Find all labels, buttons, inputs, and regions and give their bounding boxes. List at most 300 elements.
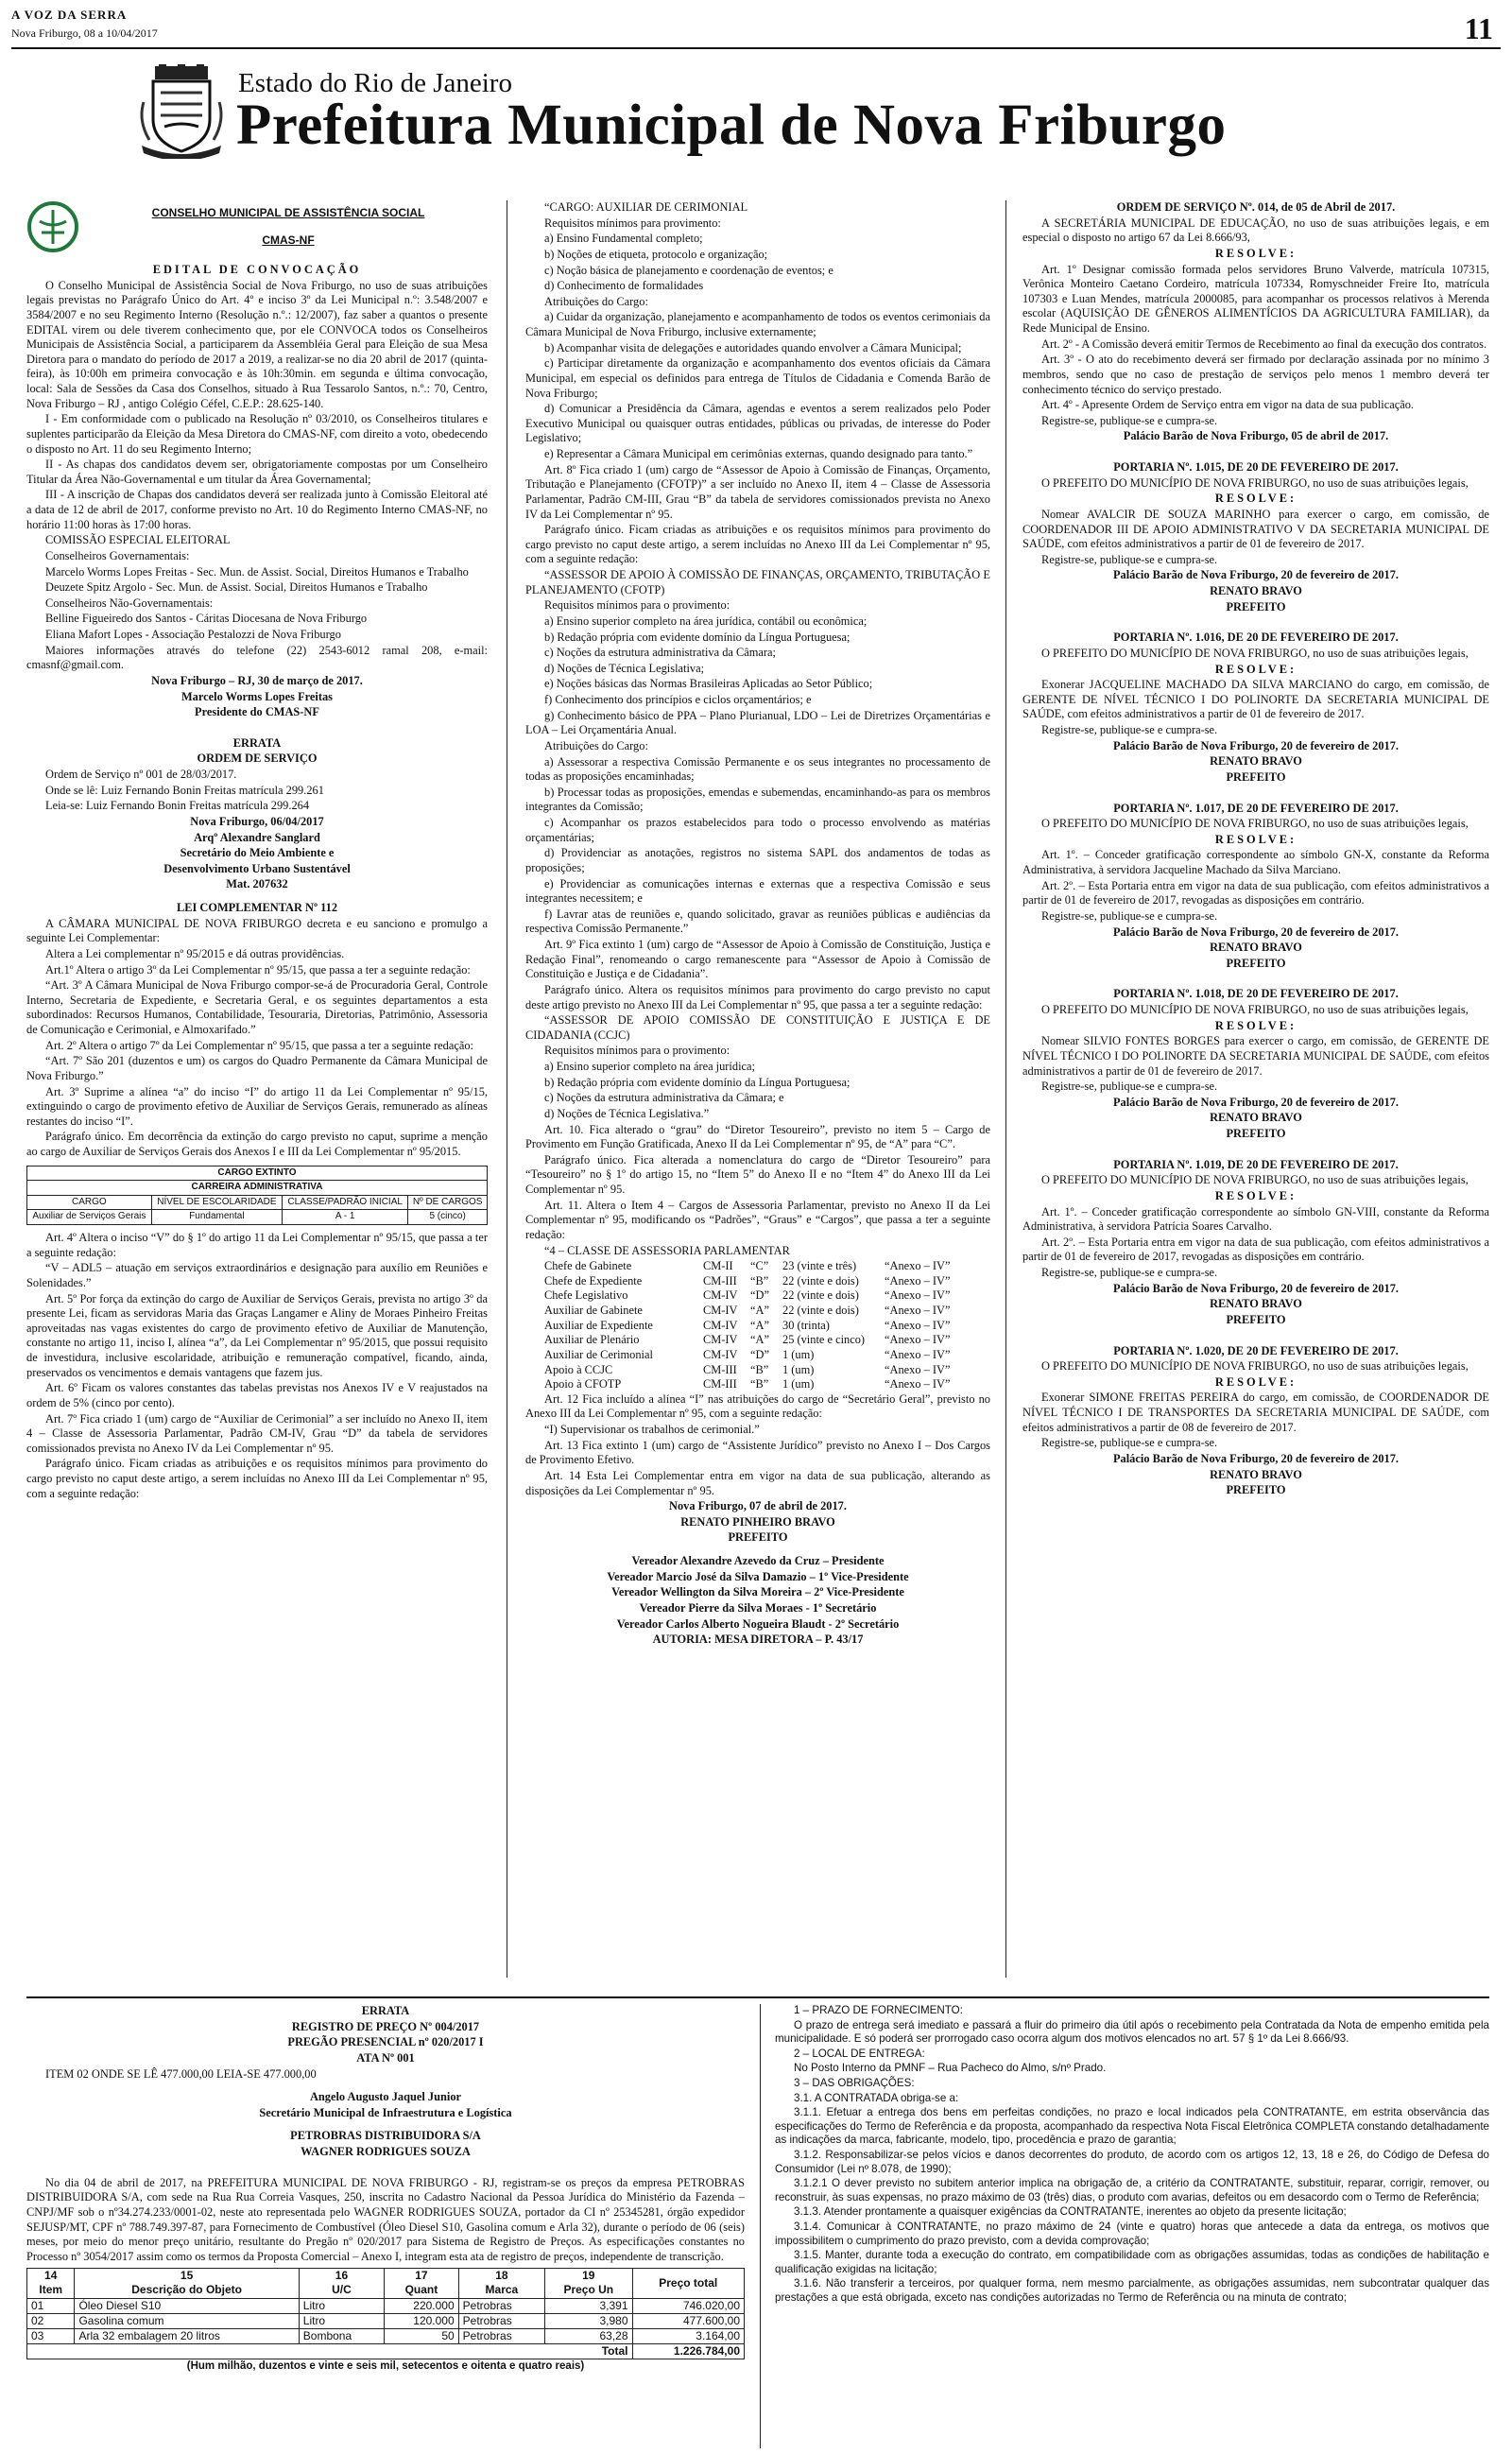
os-paragraph: Art. 1º Designar comissão formada pelos servidores Bruno Valverde, matrícula 107315, Verônica Monteiro Caetano Cordeiro, matrícula 107334, Romyschneider Freire Ito, matrícula 107303 e Luan Mendes, matrícula 2000085, para acompanhar os processos relativos à Merenda escolar (AQUISIÇÃO DE GÊNEROS ALIMENTÍCIOS DA AGRICULTURA FAMILIAR), da Rede Municipal de Ensino.: [1022, 262, 1489, 335]
prefeito-title: PREFEITO: [1226, 599, 1286, 614]
signature-line: RENATO PINHEIRO BRAVO: [680, 1514, 835, 1529]
cargo-title: “ASSESSOR DE APOIO À COMISSÃO DE FINANÇAS, ORÇAMENTO, TRIBUTAÇÃO E PLANEJAMENTO (CFOTP): [525, 568, 990, 596]
signature-line: Desenvolvimento Urbano Sustentável: [163, 861, 351, 875]
table-row: [27, 2313, 745, 2328]
cargo-cell: CM-IV: [703, 1304, 738, 1317]
cargo-cell: “Anexo – IV”: [885, 1288, 951, 1303]
cargo-line: d) Noções de Técnica Legislativa.”: [544, 1106, 710, 1120]
total-label: Total: [27, 2343, 633, 2359]
cargo-cell: CM-III: [703, 1273, 737, 1287]
lei-paragraph: Parágrafo único. Altera os requisitos mínimos para provimento do cargo previsto no caput deste artigo previsto no Anexo III da Lei Complementar nº 95, que passa a ter a seguinte redação:: [525, 982, 990, 1011]
portaria-body: Art. 2º. – Esta Portaria entra em vigor na data de sua publicação, com efeitos administrativos a partir de 01 de fevereiro de 2017, revogadas as disposições em contrário.: [1022, 1235, 1489, 1264]
portaria-body: Art. 1º. – Conceder gratificação correspondente ao símbolo GN-VIII, constante da Reforma Administrativa, à servidora Patrícia Soares Carvalho.: [1022, 1204, 1489, 1234]
table-cell: 220.000: [385, 2298, 458, 2313]
company-rep: WAGNER RODRIGUES SOUZA: [301, 2145, 471, 2158]
cargo-cell: 25 (vinte e cinco): [782, 1333, 866, 1347]
signature-line: PREFEITO: [728, 1530, 788, 1545]
table-cell: Auxiliar de Serviços Gerais: [27, 1210, 152, 1225]
table-row: [27, 1210, 488, 1225]
table-cell: 477.600,00: [632, 2313, 745, 2328]
obrigacao-paragraph: 3.1.5. Manter, durante toda a execução do contrato, em compatibilidade com as obrigações assumidas, todas as condições de habilitação e qualificação exigidas na licitação;: [775, 2249, 1489, 2275]
cargo-row: [544, 1319, 990, 1334]
resolve-label: RESOLVE:: [1214, 246, 1297, 260]
lei-paragraph: Parágrafo único. Em decorrência da extinção do cargo previsto no caput, suprime a menção ao cargo de Auxiliar de Serviços Gerais dos Anexos I e III da Lei Complementar nº 95/2015.: [26, 1130, 488, 1158]
prefeitura-title: Prefeitura Municipal de Nova Friburgo: [236, 94, 1227, 157]
cargo-cell: “B”: [750, 1273, 769, 1287]
cargo-cell: “B”: [750, 1377, 769, 1391]
prefeito-title: PREFEITO: [1226, 1127, 1286, 1140]
signature-line: Secretário Municipal de Infraestrutura e Logística: [259, 2105, 512, 2119]
obrigacao-paragraph: 3.1. A CONTRATADA obriga-se a:: [794, 2091, 959, 2104]
total-in-words: (Hum milhão, duzentos e vinte e seis mil, setecentos e oitenta e quatro reais): [186, 2360, 585, 2373]
cargo-cell: “Anexo – IV”: [885, 1318, 951, 1332]
column-label: Marca: [485, 2283, 519, 2297]
portaria-signature: Palácio Barão de Nova Friburgo, 20 de fevereiro de 2017.: [1112, 1095, 1400, 1109]
cargo-line: c) Noção básica de planejamento e coordenação de eventos; e: [544, 263, 833, 277]
cargo-cell: “D”: [750, 1347, 769, 1361]
cargo-list: [525, 1259, 990, 1392]
table-header: NÍVEL DE ESCOLARIDADE: [151, 1195, 282, 1210]
cargo-line: Requisitos mínimos para o provimento:: [544, 1044, 730, 1058]
mesa-line: Vereador Pierre da Silva Moraes - 1º Secretário: [639, 1600, 877, 1615]
column-label: Item: [39, 2283, 63, 2297]
table-row: [27, 2328, 745, 2343]
errata-line: Ordem de Serviço nº 001 de 28/03/2017.: [45, 768, 237, 781]
lei-paragraph: Parágrafo único. Fica alterada a nomenclatura do cargo de “Diretor Tesoureiro” para “Tesoureiro” no § 1º do artigo 15, no “Item 5” do Anexo II e no “Item 4” do Anexo III da Lei Complementar nº 95.: [525, 1152, 990, 1196]
table-cell: Bombona: [299, 2328, 384, 2343]
edital-paragraph: O Conselho Municipal de Assistência Social de Nova Friburgo, no uso de suas atribuições legais previstas no Parágrafo Único do Art. 4º e inciso 3º da Lei Municipal n.º: 3.548/2007 e 3584/2007 e no seu Regimento Interno (Resolução n.º.: 12/2007), faz saber a quantos o presente EDITAL virem ou dele tiverem conhecimento que, por ele CONVOCA todos os Conselheiros Municipais de Assistência Social, a participarem da Assembléia Geral para Eleição de sua Mesa Diretora para o mandato do período de 2017 a 2019, a realizar-se no dia 20 abril de 2017 (quinta-feira), às 10:00h em primeira convocação e às 10h:30min. em segunda e última convocação, local: Sala de Sessões da Casa dos Conselhos, situado à Rua Tessarolo Santos, n.º.: 70, Centro, Nova Friburgo – RJ , antigo Colégio Céfel, C.E.P.: 28.625-140.: [26, 278, 488, 410]
cargo-row: [544, 1274, 990, 1289]
obrigacao-paragraph: 3.1.6. Não transferir a terceiros, por qualquer forma, nem mesmo parcialmente, as obrigações assumidas, nem subcontratar qualquer das prestações a que está obrigada, exceto nas condições autorizadas no Termo de Referência ou na minuta de contrato;: [775, 2277, 1489, 2304]
obrigacao-paragraph: 3.1.4. Comunicar à CONTRATANTE, no prazo máximo de 24 (vinte e quatro) horas que antecede a data da entrega, os motivos que impossibilitem o cumprimento do prazo previsto, com a devida comprovação;: [775, 2220, 1489, 2247]
comissao-line: Conselheiros Não-Governamentais:: [45, 596, 214, 610]
table-cell: Fundamental: [151, 1210, 282, 1225]
lei-paragraph: b) Acompanhar visita de delegações e autoridades quando envolver a Câmara Municipal;: [544, 340, 962, 354]
lei-paragraph: d) Comunicar a Presidência da Câmara, agendas e eventos a serem realizados pelo Poder Executivo Municipal ou quaisquer outras entidades, públicas ou privadas, de interesse do Poder Legislativo;: [525, 402, 990, 445]
lei-paragraph: a) Cuidar da organização, planejamento e acompanhamento de todos os eventos cerimoniais da Câmara Municipal de Nova Friburgo, inclusive externamente;: [525, 310, 990, 338]
lei-paragraph: a) Assessorar a respectiva Comissão Permanente e os seus integrantes no processamento de todas as proposições encaminhadas;: [525, 754, 990, 784]
os-paragraph: Art. 4º - Apresente Ordem de Serviço entra em vigor na data de sua publicação.: [1041, 398, 1415, 412]
signature-line: Marcelo Worms Lopes Freitas: [180, 689, 334, 703]
column-label: U/C: [332, 2283, 352, 2297]
comissao-line: COMISSÃO ESPECIAL ELEITORAL: [45, 533, 231, 547]
cargo-row: [544, 1259, 990, 1274]
table-cell: Óleo Diesel S10: [75, 2298, 299, 2313]
cargo-cell: “B”: [750, 1362, 769, 1376]
portaria-body: Exonerar JACQUELINE MACHADO DA SILVA MARCIANO do cargo, em comissão, de GERENTE DE NÍVEL TÉCNICO I DO POLINORTE DA SECRETARIA MUNICIPAL DE SAÚDE, com efeitos administrativos a partir de 01 de fevereiro de 2017.: [1022, 678, 1489, 721]
resolve-label: RESOLVE:: [1214, 492, 1297, 506]
spacer: [1022, 615, 1489, 631]
prefeito-title: PREFEITO: [1226, 956, 1286, 970]
cargo-cell: CM-III: [703, 1362, 737, 1376]
os-signature: Palácio Barão de Nova Friburgo, 05 de abril de 2017.: [1123, 429, 1389, 443]
resolve-label: RESOLVE:: [1214, 832, 1297, 846]
prefeito-name: RENATO BRAVO: [1210, 1111, 1302, 1125]
column-divider: [760, 2004, 761, 2448]
errata-title: ERRATA: [232, 735, 282, 750]
table-header: [545, 2269, 632, 2298]
lei-paragraph: “I) Supervisionar os trabalhos de cerimonial.”: [544, 1423, 760, 1436]
mesa-line: Vereador Alexandre Azevedo da Cruz – Presidente: [631, 1554, 885, 1567]
lei-paragraph: Art. 4º Altera o inciso “V” do § 1º do artigo 11 da Lei Complementar nº 95/15, que passa a ter a seguinte redação:: [26, 1231, 488, 1259]
table-cell: Petrobras: [458, 2298, 544, 2313]
item-line: ITEM 02 ONDE SE LÊ 477.000,00 LEIA-SE 477.000,00: [45, 2066, 317, 2081]
state-name: Estado do Rio de Janeiro: [238, 68, 512, 98]
cargo-line: b) Noções de etiqueta, protocolo e organização;: [544, 247, 768, 261]
portaria-intro: O PREFEITO DO MUNICÍPIO DE NOVA FRIBURGO, no uso de suas atribuições legais,: [1041, 475, 1469, 490]
signature-line: Arqº Alexandre Sanglard: [194, 830, 320, 844]
comissao-line: Maiores informações através do telefone (22) 2543-6012 ramal 208, e-mail: cmasnf@gmail.com.: [26, 643, 488, 672]
lei-paragraph: “V – ADL5 – atuação em serviços extraordinários e designação para auxílio em Reuniões e Solenidades.”: [26, 1261, 488, 1289]
portaria-title: PORTARIA Nº. 1.018, DE 20 DE FEVEREIRO DE 2017.: [1113, 987, 1399, 1001]
cargo-line: d) Conhecimento de formalidades: [544, 279, 704, 293]
company-name: PETROBRAS DISTRIBUIDORA S/A: [290, 2129, 481, 2143]
cargo-cell: “Anexo – IV”: [885, 1273, 951, 1287]
spacer: [1022, 1143, 1489, 1158]
portaria-intro: O PREFEITO DO MUNICÍPIO DE NOVA FRIBURGO, no uso de suas atribuições legais,: [1041, 646, 1469, 660]
cargo-line: Requisitos mínimos para o provimento:: [544, 598, 730, 613]
table-header: [458, 2269, 544, 2298]
column-label: Preço Un: [563, 2283, 614, 2297]
prefeitura-header: [11, 64, 1501, 181]
prefeito-name: RENATO BRAVO: [1210, 941, 1302, 955]
cargo-line: e) Noções básicas das Normas Brasileiras Aplicadas ao Setor Público;: [544, 677, 873, 691]
edition-date: Nova Friburgo, 08 a 10/04/2017: [11, 26, 158, 40]
lei-paragraph: Art.1º Altera o artigo 3º da Lei Complementar nº 95/15, que passa a ter a seguinte redação:: [45, 962, 471, 976]
lei-paragraph: Art. 11. Altera o Item 4 – Cargos de Assessoria Parlamentar, previsto no Anexo II da Lei Complementar nº 95, modificando os “Padrões”, “Graus” e “Cargos”, que passa a ter a seguinte redação:: [525, 1198, 990, 1241]
lei-paragraph: Art. 7º Fica criado 1 (um) cargo de “Auxiliar de Cerimonial” a ser incluído no Anexo II, item 4 – Classe de Assessoria Parlamentar, Padrão CM-IV, Grau “D” da tabela de servidores comissionados prevista no Anexo IV da Lei Complementar nº 95.: [26, 1411, 488, 1455]
column-label: Quant: [404, 2283, 438, 2297]
portaria-signature: Palácio Barão de Nova Friburgo, 20 de fevereiro de 2017.: [1112, 925, 1400, 939]
cargo-cell: CM-IV: [703, 1347, 738, 1361]
cargo-line: a) Ensino superior completo na área jurídica, contábil ou econômica;: [544, 614, 868, 628]
cargo-cell: Auxiliar de Expediente: [544, 1318, 653, 1332]
mesa-line: Vereador Marcio José da Silva Damazio – 1º Vice-Presidente: [607, 1569, 909, 1583]
table-total-row: [27, 2343, 745, 2359]
portaria-body: Nomear AVALCIR DE SOUZA MARINHO para exercer o cargo, em comissão, de COORDENADOR III DE APOIO ADMINISTRATIVO V DA SECRETARIA MUNICIPAL DE SAÚDE, com efeitos administrativos a partir de 01 de fevereiro de 2017.: [1022, 507, 1489, 551]
table-cell: Petrobras: [458, 2328, 544, 2343]
ata-title: ATA Nº 001: [356, 2050, 415, 2065]
lei-paragraph: e) Providenciar as comunicações internas e externas que a respectiva Comissão e seus integrantes necessitem; e: [525, 876, 990, 906]
table-cell: 50: [385, 2328, 458, 2343]
cargo-line: Atribuições do Cargo:: [544, 294, 648, 308]
resolve-label: RESOLVE:: [1214, 1018, 1297, 1032]
cmas-titles: [89, 206, 488, 248]
obrigacao-paragraph: 3.1.2. Responsabilizar-se pelos vícios e danos decorrentes do produto, de acordo com os artigos 12, 13, 18 e 26, do Código de Defesa do Consumidor (Lei nº 8.078, de 1990);: [775, 2148, 1489, 2175]
lei-paragraph: Art. 2º Altera o artigo 7º da Lei Complementar nº 95/15, que passa a ter a seguinte redação:: [45, 1038, 473, 1052]
lei-paragraph: e) Representar a Câmara Municipal em cerimônias externas, quando designado para tanto.”: [544, 447, 973, 460]
table-cell: 3,391: [545, 2298, 632, 2313]
cargo-cell: CM-IV: [703, 1318, 738, 1332]
edital-paragraph: III - A inscrição de Chapas dos candidatos deverá ser realizada junto à Comissão Eleitoral até a data de 12 de abril de 2017, conforme previsto no Art. 10 do Regimento Interno CMAS-NF, no horário 11:00 horas às 17:00 horas.: [26, 488, 488, 531]
signature-line: Nova Friburgo, 07 de abril de 2017.: [669, 1499, 847, 1513]
resolve-label: RESOLVE:: [1214, 1374, 1297, 1389]
portaria-intro: O PREFEITO DO MUNICÍPIO DE NOVA FRIBURGO, no uso de suas atribuições legais,: [1041, 1359, 1469, 1374]
cargo-row: [544, 1304, 990, 1319]
obrigacao-paragraph: 3.1.2.1 O dever previsto no subitem anterior implica na obrigação de, a critério da CONTRATANTE, substituir, reparar, corrigir, remover, ou reconstruir, às suas expensas, no prazo máximo de 03 (três) dias, o produto com avarias, defeitos ou em desacordo com o Termo de Referência;: [775, 2177, 1489, 2203]
edital-title: EDITAL DE CONVOCAÇÃO: [152, 263, 362, 276]
resolve-label: RESOLVE:: [1214, 662, 1297, 676]
cargo-cell: Apoio à CFOTP: [544, 1377, 622, 1391]
registro-title: REGISTRO DE PREÇO Nº 004/2017: [291, 2019, 480, 2033]
cargo-cell: Auxiliar de Cerimonial: [544, 1347, 653, 1361]
spacer: [1022, 972, 1489, 987]
cargo-cell: 1 (um): [782, 1347, 815, 1361]
registre-line: Registre-se, publique-se e cumpra-se.: [1041, 413, 1218, 427]
mesa-line: Vereador Carlos Alberto Nogueira Blaudt - 2º Secretário: [616, 1616, 900, 1631]
comissao-line: Marcelo Worms Lopes Freitas - Sec. Mun. de Assist. Social, Direitos Humanos e Trabalho: [45, 564, 469, 579]
cargo-line: f) Conhecimento dos princípios e ciclos orçamentários; e: [544, 693, 812, 706]
lei-paragraph: d) Providenciar as anotações, registros no sistema SAPL dos andamentos de todas as proposições;: [525, 846, 990, 874]
obrigacao-paragraph: 3.1.1. Efetuar a entrega dos bens em perfeitas condições, no prazo e local indicados pela CONTRATANTE, em estrita observância das especificações do Termo de Referência e da proposta, acompanhado da respectiva Nota Fiscal Eletrônica COMPLETA constando detalhadamente as indicações da marca, fabricante, modelo, tipo, procedência e prazo de garantia;: [775, 2106, 1489, 2147]
column-divider: [1005, 200, 1006, 1978]
prefeito-title: PREFEITO: [1226, 1483, 1286, 1497]
cargo-cell: Chefe de Gabinete: [544, 1259, 632, 1273]
table-cell: Litro: [299, 2298, 384, 2313]
signature-line: Angelo Augusto Jaquel Junior: [309, 2090, 462, 2104]
table-cell: 120.000: [385, 2313, 458, 2328]
cargo-cell: 22 (vinte e dois): [782, 1304, 859, 1317]
lei-paragraph: Art. 3º Suprime a alínea “a” do inciso “I” do artigo 11 da Lei Complementar nº 95/15, extinguindo o cargo de provimento efetivo de Auxiliar de Serviços Gerais, remunerado as alíneas restantes do inciso “I”.: [26, 1084, 488, 1128]
lei-paragraph: Art. 6º Ficam os valores constantes das tabelas previstas nos Anexos IV e V reajustados na ordem de 5% (cinco por cento).: [26, 1381, 488, 1409]
table-header: [385, 2269, 458, 2298]
cargo-cell: “A”: [750, 1304, 769, 1317]
lei-paragraph: Art. 5º Por força da extinção do cargo de Auxiliar de Serviços Gerais, prevista no artigo 3º da presente Lei, ficam as servidoras Maria das Graças Langamer e Aliny de Moraes Pinheiro Freitas aproveitadas nas vagas existentes do cargo de provimento efetivo de Auxiliar de Manutenção, constante no artigo 11, inciso I, alínea “a”, da Lei Complementar nº 95/2015, que possui requisito de investidura, inclusive escolaridade, atribuição e remuneração compatível, ficando, ainda, preservados os vencimentos e demais vantagens que fazem jus.: [26, 1291, 488, 1379]
column-number: 17: [415, 2269, 428, 2283]
lei-paragraph: f) Lavrar atas de reuniões e, quando solicitado, gravar as reuniões públicas e audiências da respectiva Comissão Permanente.”: [525, 907, 990, 936]
obrigacoes-text: [775, 2004, 1489, 2306]
portaria-signature: Palácio Barão de Nova Friburgo, 20 de fevereiro de 2017.: [1112, 568, 1400, 582]
cargo-cell: Auxiliar de Gabinete: [544, 1304, 643, 1317]
lei-paragraph: c) Participar diretamente da organização e acompanhamento dos eventos oficiais da Câmara Municipal, em especial os definidos para entrega de Títulos de Cidadania e Comenda Barão de Nova Friburgo;: [525, 356, 990, 400]
cargo-cell: CM-III: [703, 1377, 737, 1391]
lei-paragraph: Art. 8º Fica criado 1 (um) cargo de “Assessor de Apoio à Comissão de Finanças, Orçamento, Tributação e Planejamento (CFOTP)” a ser incluído no Anexo II, item 4 – Classe de Assessoria Parlamentar, Padrão CM-III, Grau “B” da tabela de servidores comissionados prevista no Anexo IV da Lei Complementar nº 95.: [525, 462, 990, 521]
cargo-cell: Chefe Legislativo: [544, 1288, 628, 1303]
cargo-cell: “A”: [750, 1318, 769, 1332]
table-header: CARGO: [27, 1195, 152, 1210]
column-label: Descrição do Objeto: [131, 2283, 242, 2297]
column-2: [525, 200, 990, 1978]
portaria-intro: O PREFEITO DO MUNICÍPIO DE NOVA FRIBURGO, no uso de suas atribuições legais,: [1041, 1173, 1469, 1187]
table-cell: Petrobras: [458, 2313, 544, 2328]
lei-paragraph: b) Processar todas as proposições, emendas e subemendas, encaminhando-as para os membros integrantes da Comissão;: [525, 785, 990, 814]
table-cell: 5 (cinco): [408, 1210, 488, 1225]
cargo-cell: 23 (vinte e três): [782, 1259, 857, 1273]
lei-paragraph: Art. 14 Esta Lei Complementar entra em vigor na data de sua publicação, alterando as disposições da Lei Complementar nº 95.: [525, 1468, 990, 1497]
lei-title: LEI COMPLEMENTAR Nº 112: [176, 901, 338, 914]
obrigacao-paragraph: 1 – PRAZO DE FORNECIMENTO:: [794, 2004, 963, 2016]
portaria-signature: Palácio Barão de Nova Friburgo, 20 de fevereiro de 2017.: [1112, 1451, 1400, 1465]
cargo-line: a) Ensino superior completo na área jurídica;: [544, 1060, 755, 1073]
table-cell: Gasolina comum: [75, 2313, 299, 2328]
signature-line: Mat. 207632: [226, 877, 288, 891]
portarias-list: [1022, 445, 1489, 1498]
column-number: 19: [582, 2269, 595, 2283]
cargo-cell: 22 (vinte e dois): [782, 1273, 859, 1287]
cargo-cell: CM-IV: [703, 1333, 738, 1347]
cargo-line: d) Noções de Técnica Legislativa;: [544, 661, 705, 675]
cargo-cell: “Anexo – IV”: [885, 1304, 951, 1317]
cargo-line: g) Conhecimento básico de PPA – Plano Plurianual, LDO – Lei de Diretrizes Orçamentárias e LOA – Lei Orçamentária Anual.: [525, 708, 990, 737]
prefeito-title: PREFEITO: [1226, 769, 1286, 784]
lei-paragraph: A CÂMARA MUNICIPAL DE NOVA FRIBURGO decreta e eu sanciono e promulgo a seguinte Lei Complementar:: [26, 916, 488, 945]
price-table: [26, 2268, 745, 2359]
portaria-title: PORTARIA Nº. 1.019, DE 20 DE FEVEREIRO DE 2017.: [1113, 1157, 1399, 1171]
cargo-cell: 1 (um): [782, 1377, 815, 1391]
page-topbar: [11, 8, 1501, 49]
table-header: CLASSE/PADRÃO INICIAL: [283, 1195, 408, 1210]
obrigacao-paragraph: 2 – LOCAL DE ENTREGA:: [794, 2047, 925, 2060]
lei-paragraph: Art. 13 Fica extinto 1 (um) cargo de “Assistente Jurídico” previsto no Anexo I – Dos Cargos de Provimento Efetivo.: [525, 1438, 990, 1467]
municipal-crest-icon: [136, 64, 227, 159]
table-subtitle: CARREIRA ADMINISTRATIVA: [27, 1181, 488, 1196]
spacer: [1022, 786, 1489, 802]
cargo-cell: Apoio à CCJC: [544, 1362, 613, 1376]
cargo-cell: “C”: [750, 1259, 769, 1273]
mesa-line: AUTORIA: MESA DIRETORA – P. 43/17: [652, 1633, 864, 1647]
pregao-title: PREGÃO PRESENCIAL nº 020/2017 I: [287, 2035, 484, 2049]
table-header: [632, 2269, 745, 2298]
registro-paragraph: No dia 04 de abril de 2017, na PREFEITURA MUNICIPAL DE NOVA FRIBURGO - RJ, registram-se os preços da empresa PETROBRAS DISTRIBUIDORA S/A, com sede na Rua Rua Correia Vasques, 250, inscrita no Cadastro Nacional da Pessoa Jurídica do Ministério da Fazenda – CNPJ/MF sob o nº34.274.233/0001-02, neste ato representada pelo WAGNER RODRIGUES SOUZA, portador da CI nº 25345281, órgão expedidor SEJUSP/MT, CPF nº 788.749.397-87, para Fornecimento de Combustível (Óleo Diesel S10, Gasolina comum e Arla 32), durante o período de 06 (seis) meses, por meio do menor preço unitário, resultante do Pregão nº 020/2017 para Sistema de Registro de Preços. As especificações constantes no Processo nº 3054/2017 assim como os termos da Proposta Comercial – Anexo I, integram esta ata de registro de preços, independente de transcrição.: [26, 2175, 745, 2263]
cargo-row: [544, 1348, 990, 1363]
cmas-header: [26, 200, 488, 253]
cargo-cell: “Anexo – IV”: [885, 1347, 951, 1361]
portaria-signature: Palácio Barão de Nova Friburgo, 20 de fevereiro de 2017.: [1112, 1281, 1400, 1295]
masthead-title: A VOZ DA SERRA: [11, 8, 128, 22]
table-cell: 3.164,00: [632, 2328, 745, 2343]
table-cell: 3,980: [545, 2313, 632, 2328]
cargo-line: c) Noções da estrutura administrativa da Câmara; e: [544, 1091, 784, 1105]
cargo-cell: “Anexo – IV”: [885, 1362, 951, 1376]
table-header: Nº DE CARGOS: [408, 1195, 488, 1210]
table-cell: Litro: [299, 2313, 384, 2328]
spacer: [1022, 1329, 1489, 1344]
cmas-subtitle: CMAS-NF: [262, 233, 315, 247]
portaria-title: PORTARIA Nº. 1.017, DE 20 DE FEVEREIRO DE 2017.: [1113, 801, 1399, 815]
resolve-label: RESOLVE:: [1214, 1188, 1297, 1202]
registre-line: Registre-se, publique-se e cumpra-se.: [1041, 1436, 1218, 1450]
cargo-cell: “Anexo – IV”: [885, 1259, 951, 1273]
table-cell: 746.020,00: [632, 2298, 745, 2313]
cargo-cell: 30 (trinta): [782, 1318, 830, 1332]
lei-paragraph: Art. 10. Fica alterado o “grau” do “Diretor Tesoureiro”, previsto no item 5 – Cargo de Provimento em Função Gratificada, Anexo II da Lei Complementar nº 95, de “A” para “C”.: [525, 1122, 990, 1151]
classe-title: “4 – CLASSE DE ASSESSORIA PARLAMENTAR: [544, 1243, 790, 1257]
signature-line: Presidente do CMAS-NF: [195, 705, 319, 719]
table-title: CARGO EXTINTO: [27, 1166, 488, 1181]
table-header: [75, 2269, 299, 2298]
cargo-cell: CM-II: [703, 1259, 733, 1273]
cargo-row: [544, 1363, 990, 1378]
registre-line: Registre-se, publique-se e cumpra-se.: [1041, 1080, 1218, 1094]
lei-paragraph: “Art. 3º A Câmara Municipal de Nova Friburgo compor-se-á de Procuradoria Geral, Controle Interno, Secretaria de Expediente, e Secretaria Geral, e os seguintes departamentos a esta subordinados: Recursos Humanos, Contabilidade, Tesouraria, Diretorias, Patrimônio, Assessoria de Comunicação e Cerimonial, e Almoxarifado.”: [26, 978, 488, 1036]
portaria-body: Art. 2º. – Esta Portaria entra em vigor na data de sua publicação, com efeitos administrativos a partir de 01 de fevereiro de 2017, revogadas as disposições em contrário.: [1022, 878, 1489, 907]
cargo-cell: “A”: [750, 1333, 769, 1347]
table-cell: Arla 32 embalagem 20 litros: [75, 2328, 299, 2343]
page-number: 11: [1464, 11, 1493, 45]
prefeito-name: RENATO BRAVO: [1210, 1297, 1302, 1311]
prefeito-title: PREFEITO: [1226, 1312, 1286, 1326]
cargo-cell: Auxiliar de Plenário: [544, 1333, 640, 1347]
cargo-row: [544, 1377, 990, 1392]
portaria-title: PORTARIA Nº. 1.020, DE 20 DE FEVEREIRO DE 2017.: [1113, 1343, 1399, 1357]
cargo-row: [544, 1288, 990, 1304]
prefeito-name: RENATO BRAVO: [1210, 1467, 1302, 1481]
cargo-title: “ASSESSOR DE APOIO COMISSÃO DE CONSTITUIÇÃO E JUSTIÇA E DE CIDADANIA (CCJC): [525, 1013, 990, 1042]
cargo-line: Atribuições do Cargo:: [544, 738, 648, 752]
table-cell: 63,28: [545, 2328, 632, 2343]
cargo-cell: 1 (um): [782, 1362, 815, 1376]
cargo-cell: “Anexo – IV”: [885, 1377, 951, 1391]
table-header: [299, 2269, 384, 2298]
lei-paragraph: Art. 9º Fica extinto 1 (um) cargo de “Assessor de Apoio à Comissão de Constituição, Justiça e Redação Final”, renomeando o cargo remanescente para “Assessor de Apoio à Comissão de Constituição e Justiça e de Cidadania”.: [525, 938, 990, 981]
edital-paragraph: I - Em conformidade com o publicado na Resolução nº 03/2010, os Conselheiros titulares e suplentes participarão da Eleição da Mesa Diretora do CMAS-NF, com direito a voto, obedecendo o disposto no Art. 11 do seu Regimento Interno;: [26, 412, 488, 456]
comissao-line: Conselheiros Governamentais:: [45, 548, 190, 562]
comissao-line: Eliana Mafort Lopes - Associação Pestalozzi de Nova Friburgo: [45, 628, 341, 641]
table-header: [27, 2269, 75, 2298]
errata-line: Onde se lê: Luiz Fernando Bonin Freitas matrícula 299.261: [45, 783, 324, 797]
edital-paragraph: II - As chapas dos candidatos devem ser, obrigatoriamente compostas por um Conselheiro Titular da Área Não-Governamental e um titular da Área Governamental;: [26, 458, 488, 486]
table-cell: 03: [27, 2328, 75, 2343]
registre-line: Registre-se, publique-se e cumpra-se.: [1041, 723, 1218, 736]
portaria-body: Nomear SILVIO FONTES BORGES para exercer o cargo, em comissão, de GERENTE DE NÍVEL TÉCNICO I DO POLINORTE DA SECRETARIA MUNICIPAL DE SAÚDE, com efeitos administrativos a partir de 01 de fevereiro de 2017.: [1022, 1034, 1489, 1078]
portaria-body: Exonerar SIMONE FREITAS PEREIRA do cargo, em comissão, de COORDENADOR DE NÍVEL TÉCNICO I DE TRANSPORTES DA SECRETARIA MUNICIPAL DE SAÚDE, com efeitos administrativos a partir de 08 de fevereiro de 2017.: [1022, 1391, 1489, 1434]
registro-precos: [26, 2004, 745, 2375]
lower-section: [26, 1996, 1489, 2450]
total-value: 1.226.784,00: [632, 2343, 745, 2359]
column-1: [26, 200, 488, 1978]
portaria-title: PORTARIA Nº. 1.015, DE 20 DE FEVEREIRO DE 2017.: [1113, 460, 1399, 474]
cargo-cell: 22 (vinte e dois): [782, 1288, 859, 1303]
cargo-line: c) Noções da estrutura administrativa da Câmara;: [544, 646, 776, 660]
cargo-line: Requisitos mínimos para provimento:: [544, 216, 721, 230]
os-title: ORDEM DE SERVIÇO Nº. 014, de 05 de Abril de 2017.: [1116, 200, 1396, 214]
cargo-cell: CM-IV: [703, 1288, 738, 1303]
table-cell: 02: [27, 2313, 75, 2328]
article-columns: [26, 200, 1489, 1978]
table-header-row: [27, 2269, 745, 2298]
column-number: 18: [495, 2269, 508, 2283]
lei-paragraph: Parágrafo único. Ficam criadas as atribuições e os requisitos mínimos para provimento do cargo previsto no caput deste artigo, a serem incluídas no Anexo III da Lei Complementar nº 95, com a seguinte redação:: [26, 1457, 488, 1500]
os-paragraph: Art. 3º - O ato do recebimento deverá ser firmado por declaração assinada por no mínimo 3 membros, sendo que no caso de prestação de serviços pelo menos 1 membro deverá ter conhecimento técnico do serviço prestado.: [1022, 353, 1489, 396]
table-cell: A - 1: [283, 1210, 408, 1225]
prefeito-name: RENATO BRAVO: [1210, 754, 1302, 769]
lei-paragraph: Art. 12 Fica incluído a alínea “I” nas atribuições do cargo de “Secretário Geral”, previsto no Anexo III da Lei Complementar nº 95, com a seguinte redação:: [525, 1391, 990, 1421]
os-intro: A SECRETÁRIA MUNICIPAL DE EDUCAÇÃO, no uso de suas atribuições legais, e em especial o disposto no artigo 67 da Lei 8.666/93,: [1022, 216, 1489, 245]
cargo-line: b) Redação própria com evidente domínio da Língua Portuguesa;: [544, 1075, 850, 1089]
column-number: 16: [335, 2269, 349, 2283]
registre-line: Registre-se, publique-se e cumpra-se.: [1041, 1266, 1218, 1279]
obrigacao-paragraph: O prazo de entrega será imediato e passará a fluir do primeiro dia útil após o recebimento pela Contratada da Nota de empenho emitida pela municipalidade. E só poderá ser prorrogado caso ocorra algum dos motivos elencados no art. 57 § 1º da Lei 8.666/93.: [775, 2018, 1489, 2046]
column-label: Preço total: [659, 2275, 718, 2290]
portaria-body: Art. 1º. – Conceder gratificação correspondente ao símbolo GN-X, constante da Reforma Administrativa, à servidora Jacqueline Machado da Silva Marciano.: [1022, 848, 1489, 876]
cmas-title: CONSELHO MUNICIPAL DE ASSISTÊNCIA SOCIAL: [151, 205, 425, 219]
portaria-signature: Palácio Barão de Nova Friburgo, 20 de fevereiro de 2017.: [1112, 738, 1400, 752]
lei-paragraph: c) Acompanhar os prazos estabelecidos para todo o processo envolvendo as matérias orçamentárias;: [525, 816, 990, 844]
lei-paragraph: “Art. 7º São 201 (duzentos e um) os cargos do Quadro Permanente da Câmara Municipal de Nova Friburgo.”: [26, 1054, 488, 1082]
signature-line: Secretário do Meio Ambiente e: [180, 846, 335, 860]
column-number: 15: [180, 2269, 194, 2283]
table-row: [27, 2298, 745, 2313]
cargo-cell: Chefe de Expediente: [544, 1273, 643, 1287]
obrigacao-paragraph: 3 – DAS OBRIGAÇÕES:: [794, 2076, 915, 2089]
spacer: [1022, 445, 1489, 460]
cargo-line: “CARGO: AUXILIAR DE CERIMONIAL: [544, 200, 748, 214]
cargo-line: a) Ensino Fundamental completo;: [544, 232, 703, 246]
obrigacao-paragraph: No Posto Interno da PMNF – Rua Pacheco do Almo, s/nº Prado.: [794, 2062, 1107, 2075]
portaria-title: PORTARIA Nº. 1.016, DE 20 DE FEVEREIRO DE 2017.: [1113, 631, 1399, 645]
cargo-row: [544, 1333, 990, 1348]
obrigacao-paragraph: 3.1.3. Atender prontamente a quaisquer exigências da CONTRATANTE, inerentes ao objeto da presente licitação;: [794, 2205, 1347, 2219]
